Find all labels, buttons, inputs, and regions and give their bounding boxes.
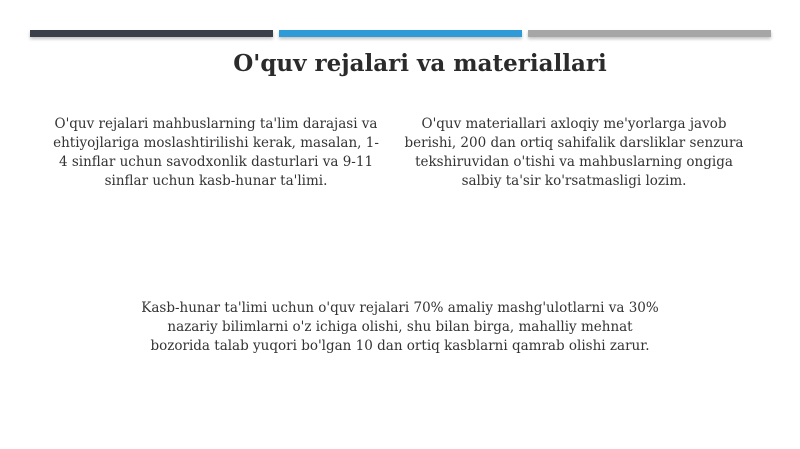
top-bar-gray	[528, 30, 771, 37]
right-paragraph: O'quv materiallari axloqiy me'yorlarga javob berishi, 200 dan ortiq sahifalik darsliklar senzura tekshiruvidan o'tishi va mahbuslarning ongiga salbiy ta'sir ko'rsatmasligi lozim.	[404, 116, 744, 189]
bottom-paragraph: Kasb-hunar ta'limi uchun o'quv rejalari 70% amaliy mashg'ulotlarni va 30% nazariy bilimlarni o'z ichiga olishi, shu bilan birga, mahalliy mehnat bozorida talab yuqori bo'lgan 10 dan ortiq kasblarni qamrab olishi zarur.	[141, 300, 659, 354]
top-bar-blue	[279, 30, 522, 37]
top-bar-dark	[30, 30, 273, 37]
slide-title: O'quv rejalari va materiallari	[233, 50, 607, 77]
left-paragraph: O'quv rejalari mahbuslarning ta'lim darajasi va ehtiyojlariga moslashtirilishi kerak, masalan, 1-4 sinflar uchun savodxonlik dasturlari va 9-11 sinflar uchun kasb-hunar ta'limi.	[53, 116, 379, 189]
